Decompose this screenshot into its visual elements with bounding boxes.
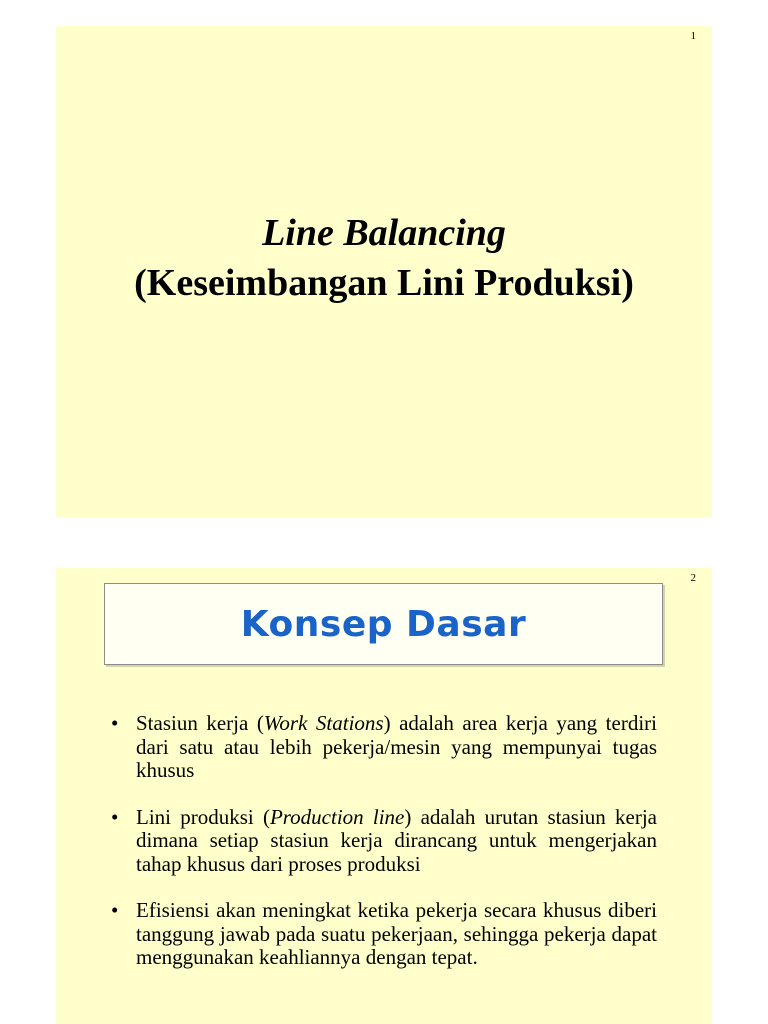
slide-number: 1	[690, 30, 696, 42]
bullet-text: Efisiensi akan meningkat ketika pekerja secara khusus diberi tanggung jawab pada suatu pekerjaan, sehingga pekerja dapat menggunakan keahliannya dengan tepat.	[136, 898, 657, 969]
bullet-term: Work Stations	[263, 711, 384, 735]
bullet-item	[111, 806, 657, 877]
heading-box	[104, 583, 663, 665]
bullet-list	[111, 712, 657, 993]
slide-2	[56, 568, 712, 1024]
bullet-item	[111, 712, 657, 783]
slide-number: 2	[690, 572, 696, 584]
bullet-text-end: ) adalah urutan stasiun kerja dimana setiap stasiun kerja dirancang untuk mengerjakan tahap khusus dari proses produksi	[136, 804, 657, 876]
title-line-1: Line Balancing	[262, 212, 506, 254]
title-line-2: (Keseimbangan Lini Produksi)	[134, 262, 634, 304]
slide-heading: Konsep Dasar	[240, 603, 527, 645]
bullet-icon: •	[111, 711, 119, 735]
bullet-text	[136, 712, 657, 783]
slide-title	[56, 208, 712, 308]
bullet-text-start: Lini produksi (	[136, 804, 270, 829]
bullet-icon: •	[111, 898, 119, 922]
bullet-item	[111, 899, 657, 970]
bullet-text	[136, 806, 657, 877]
slide-1	[56, 26, 712, 517]
bullet-term: Production line	[269, 804, 405, 829]
bullet-text-end: ) adalah area kerja yang terdiri dari satu atau lebih pekerja/mesin yang mempunyai tugas khusus	[136, 711, 657, 782]
bullet-icon: •	[111, 804, 119, 829]
bullet-text-start: Stasiun kerja (	[136, 711, 264, 735]
